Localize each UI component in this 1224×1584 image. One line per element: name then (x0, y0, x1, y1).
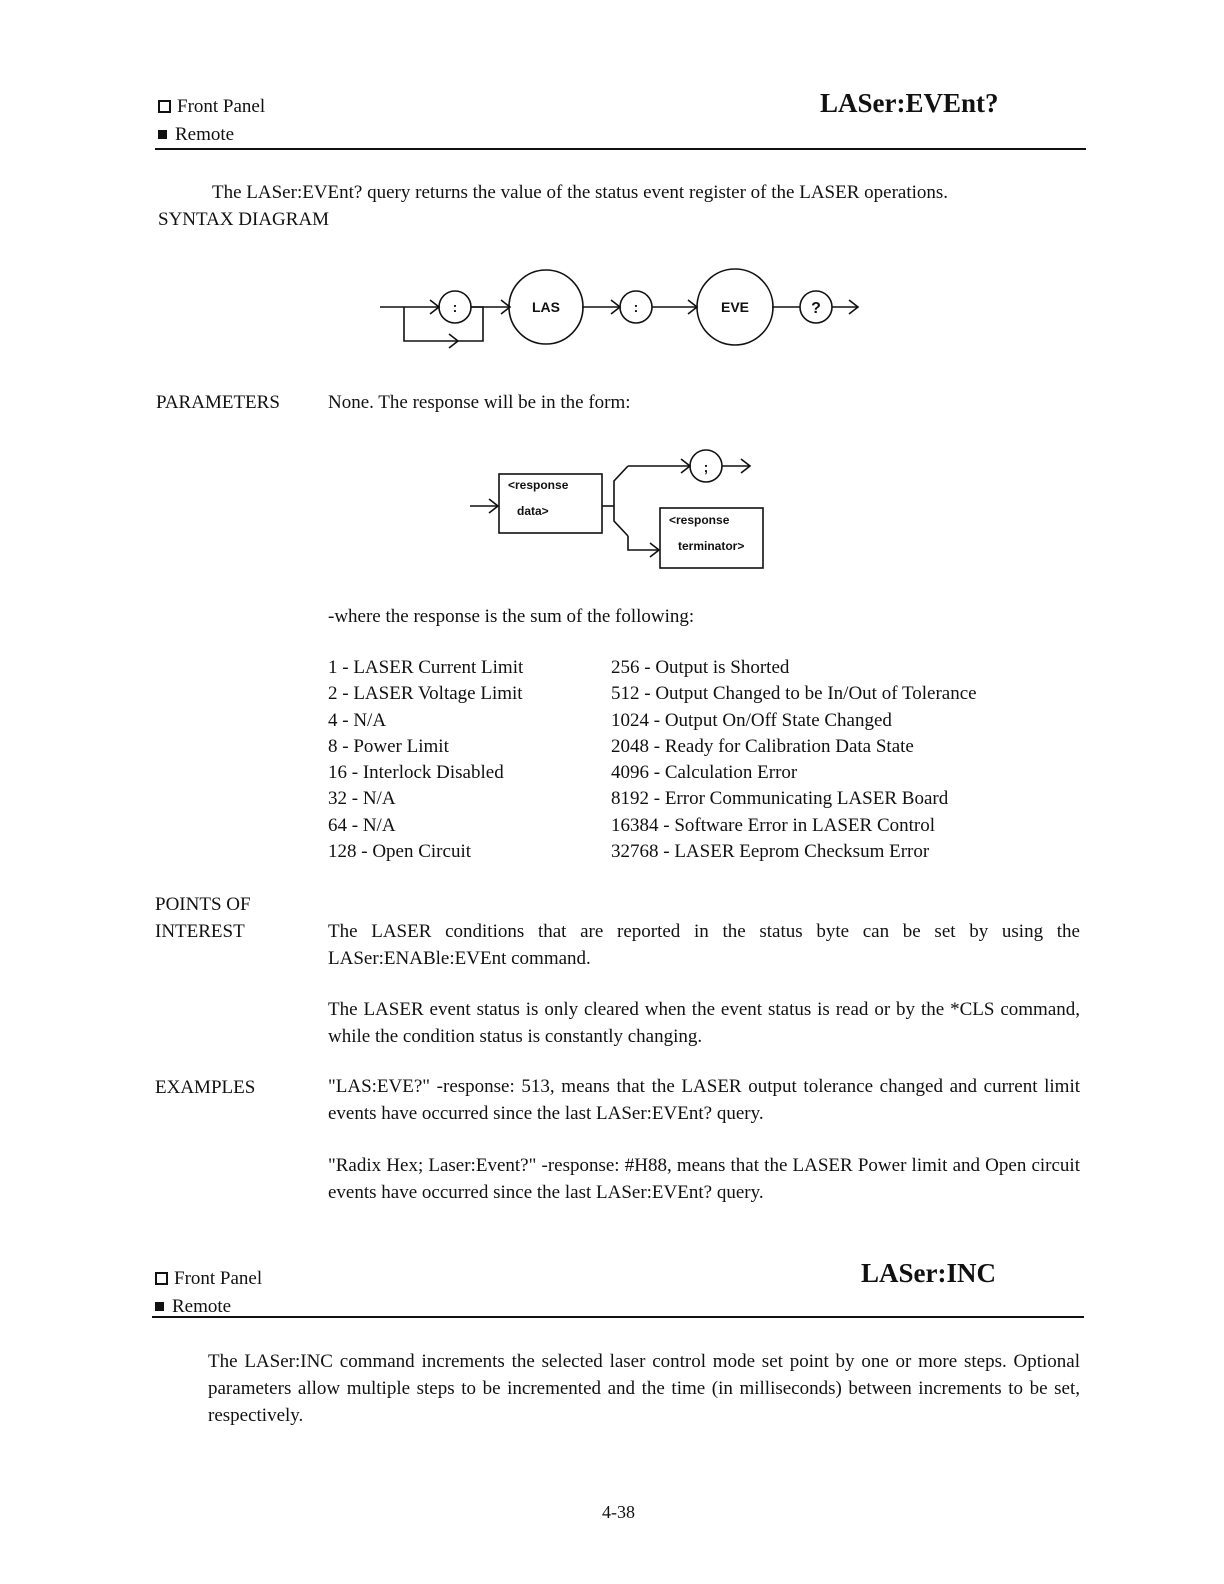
page-number: 4-38 (602, 1502, 635, 1522)
bit-item: 4 - N/A (328, 709, 387, 731)
parameters-text: None. The response will be in the form: (328, 392, 631, 413)
bit-item: 2048 - Ready for Calibration Data State (611, 735, 914, 757)
bit-item: 2 - LASER Voltage Limit (328, 683, 523, 705)
bit-item: 512 - Output Changed to be In/Out of Tolerance (611, 683, 977, 705)
bit-item: 256 - Output is Shorted (611, 657, 790, 678)
remote-label: Remote (175, 124, 235, 145)
header-rule-2 (152, 1316, 1084, 1318)
bit-item: 32 - N/A (328, 788, 396, 810)
response-data-line1: <response (508, 478, 569, 492)
response-term-line2: terminator> (678, 539, 745, 553)
syntax-query-text: ? (811, 300, 821, 317)
examples-label: EXAMPLES (155, 1077, 256, 1098)
poi-label-1: POINTS OF (155, 894, 251, 915)
command-title-2: LASer:INC (861, 1258, 996, 1288)
parameters-label: PARAMETERS (156, 392, 280, 413)
remote-label-2: Remote (172, 1296, 232, 1317)
bit-item: 128 - Open Circuit (328, 841, 472, 863)
bit-item: 16384 - Software Error in LASER Control (611, 814, 936, 836)
poi-paragraph-1: The LASER conditions that are reported in the status byte can be set by using the LASer:ENABle:EVEnt command. (328, 921, 1080, 969)
bit-item: 32768 - LASER Eeprom Checksum Error (611, 841, 930, 863)
bit-item: 8 - Power Limit (328, 735, 449, 757)
bit-item: 4096 - Calculation Error (611, 762, 798, 784)
empty-checkbox-icon (155, 1272, 168, 1285)
syntax-colon-text: : (452, 299, 458, 315)
example-2: "Radix Hex; Laser:Event?" -response: #H88, means that the LASER Power limit and Open circuit events have occurred since the last LASer:EVEnt? query. (328, 1155, 1080, 1203)
syntax-heading: SYNTAX DIAGRAM (158, 209, 330, 230)
front-panel-indicator-2 (155, 1265, 262, 1292)
bit-list-right (611, 655, 977, 865)
inc-intro-text: The LASer:INC command increments the selected laser control mode set point by one or more steps. Optional parameters allow multiple steps to be incremented and the time (in milliseconds) between increments to be set, respectively. (208, 1351, 1080, 1426)
poi-label-2: INTEREST (155, 921, 245, 942)
syntax-eve-text: EVE (720, 299, 750, 315)
response-data-line2: data> (517, 504, 549, 518)
response-term-line1: <response (669, 513, 730, 527)
response-semicolon-text: ; (703, 459, 709, 475)
syntax-colon2-text: : (633, 299, 639, 315)
command-title: LASer:EVEnt? (820, 88, 999, 118)
poi-paragraph-2: The LASER event status is only cleared when the event status is read or by the *CLS command, while the condition status is constantly changing. (328, 999, 1080, 1047)
bit-item: 1024 - Output On/Off State Changed (611, 709, 892, 731)
front-panel-label: Front Panel (177, 96, 266, 117)
intro-text: The LASer:EVEnt? query returns the value of the status event register of the LASER operations. (212, 182, 949, 203)
syntax-las-text: LAS (532, 299, 560, 315)
bit-item: 64 - N/A (328, 814, 396, 836)
front-panel-label-2: Front Panel (174, 1268, 263, 1289)
bit-item: 8192 - Error Communicating LASER Board (611, 788, 949, 810)
sum-text: -where the response is the sum of the following: (328, 606, 695, 627)
bit-item: 16 - Interlock Disabled (328, 762, 504, 784)
filled-square-icon (155, 1302, 164, 1311)
example-1: "LAS:EVE?" -response: 513, means that the LASER output tolerance changed and current limit events have occurred since the last LASer:EVEnt? query. (328, 1076, 1080, 1124)
bit-item: 1 - LASER Current Limit (328, 657, 524, 678)
bit-list-left (328, 655, 523, 865)
response-diagram (0, 0, 1224, 600)
